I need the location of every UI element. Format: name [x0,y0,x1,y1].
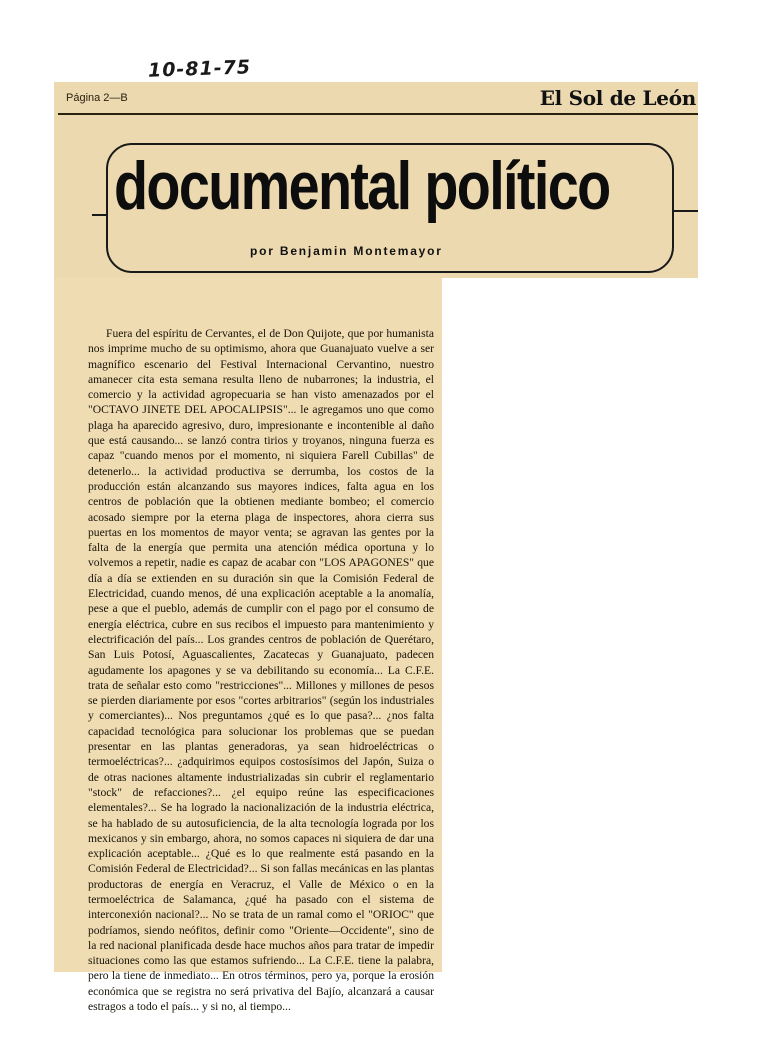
newspaper-masthead: El Sol de León [539,86,696,110]
handwritten-date-annotation: 10-81-75 [147,56,252,82]
header-rule [58,113,698,115]
article-byline: por Benjamin Montemayor [250,244,443,258]
page-label: Página 2—B [66,92,128,104]
article-body: Fuera del espíritu de Cervantes, el de Don Quijote, que por humanista nos imprime mucho de su optimismo, ahora que Guanajuato vuelve a ser magnífico escenario del Festival Internacional Cervantino, nuestro amanecer cita esta semana resulta lleno de nubarrones; la industria, el comercio y la actividad agropecuaria se han visto amenazados por el "OCTAVO JINETE DEL APOCALIPSIS"... le agregamos uno que como plaga ha aparecido agresivo, duro, impresionante e incontenible al daño que está causando... se lanzó contra tirios y troyanos, ninguna fuerza es capaz "cuando menos por el momento, ni siquiera Farell Cubillas" de detenerlo... la actividad productiva se derrumba, los costos de la producción están alcanzando sus mayores indices, falta agua en los centros de población que la obtienen mediante bombeo; el comercio acosado siempre por la eterna plaga de inspectores, ahora cierra sus puertas en los momentos de mayor venta; se agravan las gentes por la falta de la energía que permita una atención médica oportuna y lo volvemos a repetir, nadie es capaz de acabar con "LOS APAGONES" que día a día se extienden en su duración sin que la Comisión Federal de Electricidad, cuando menos, dé una explicación aceptable a la anomalía, pese a que el pueblo, además de cumplir con el pago por el consumo de energía eléctrica, cubre en sus recibos el impuesto para mantenimiento y electrificación del país... Los grandes centros de población de Querétaro, San Luis Potosí, Aguascalientes, Zacatecas y Guanajuato, padecen agudamente los apagones y se va debilitando su economía... La C.F.E. trata de señalar esto como "restricciones"... Millones y millones de pesos se pierden diariamente por esos "cortes arbitrarios" (según los industriales y comerciantes)... Nos preguntamos ¿qué es lo que pasa?... ¿nos falta capacidad tecnológica para solucionar los problemas que se puedan presentar en las plantas generadoras, ya sean hidroeléctricas o termoeléctricas?... ¿adquirimos equipos costosísimos del Japón, Suiza o de otras naciones altamente industrializadas sin cubrir el reglamentario "stock" de refacciones?... ¿el equipo reúne las especificaciones elementales?... Se ha logrado la nacionalización de la industria eléctrica, se ha hablado de su autosuficiencia, de la alta tecnología lograda por los mexicanos y sin embargo, ahora, no somos capaces ni siquiera de dar una explicación aceptable... ¿Qué es lo que realmente está pasando en la Comisión Federal de Electricidad?... Si son fallas mecánicas en las plantas productoras de energía en Veracruz, el Valle de México o en la termoeléctrica de Salamanca, ¿qué ha pasado con el sistema de interconexión nacional?... No se trata de un ramal como el "ORIOC" que podríamos, siendo neófitos, definir como "Oriente—Occidente", sino de la red nacional planificada desde hace muchos años para tratar de impedir situaciones como las que estamos sufriendo... La C.F.E. tiene la palabra, pero la tiene de inmediato... En otros términos, pero ya, porque la erosión económica que se registra no será privativa del Bajío, alcanzará a causar estragos a todo el país... y si no, al tiempo... [88,327,434,1014]
title-side-rule-left [92,214,106,216]
article-title: documental político [114,148,610,224]
title-side-rule-right [674,210,698,212]
